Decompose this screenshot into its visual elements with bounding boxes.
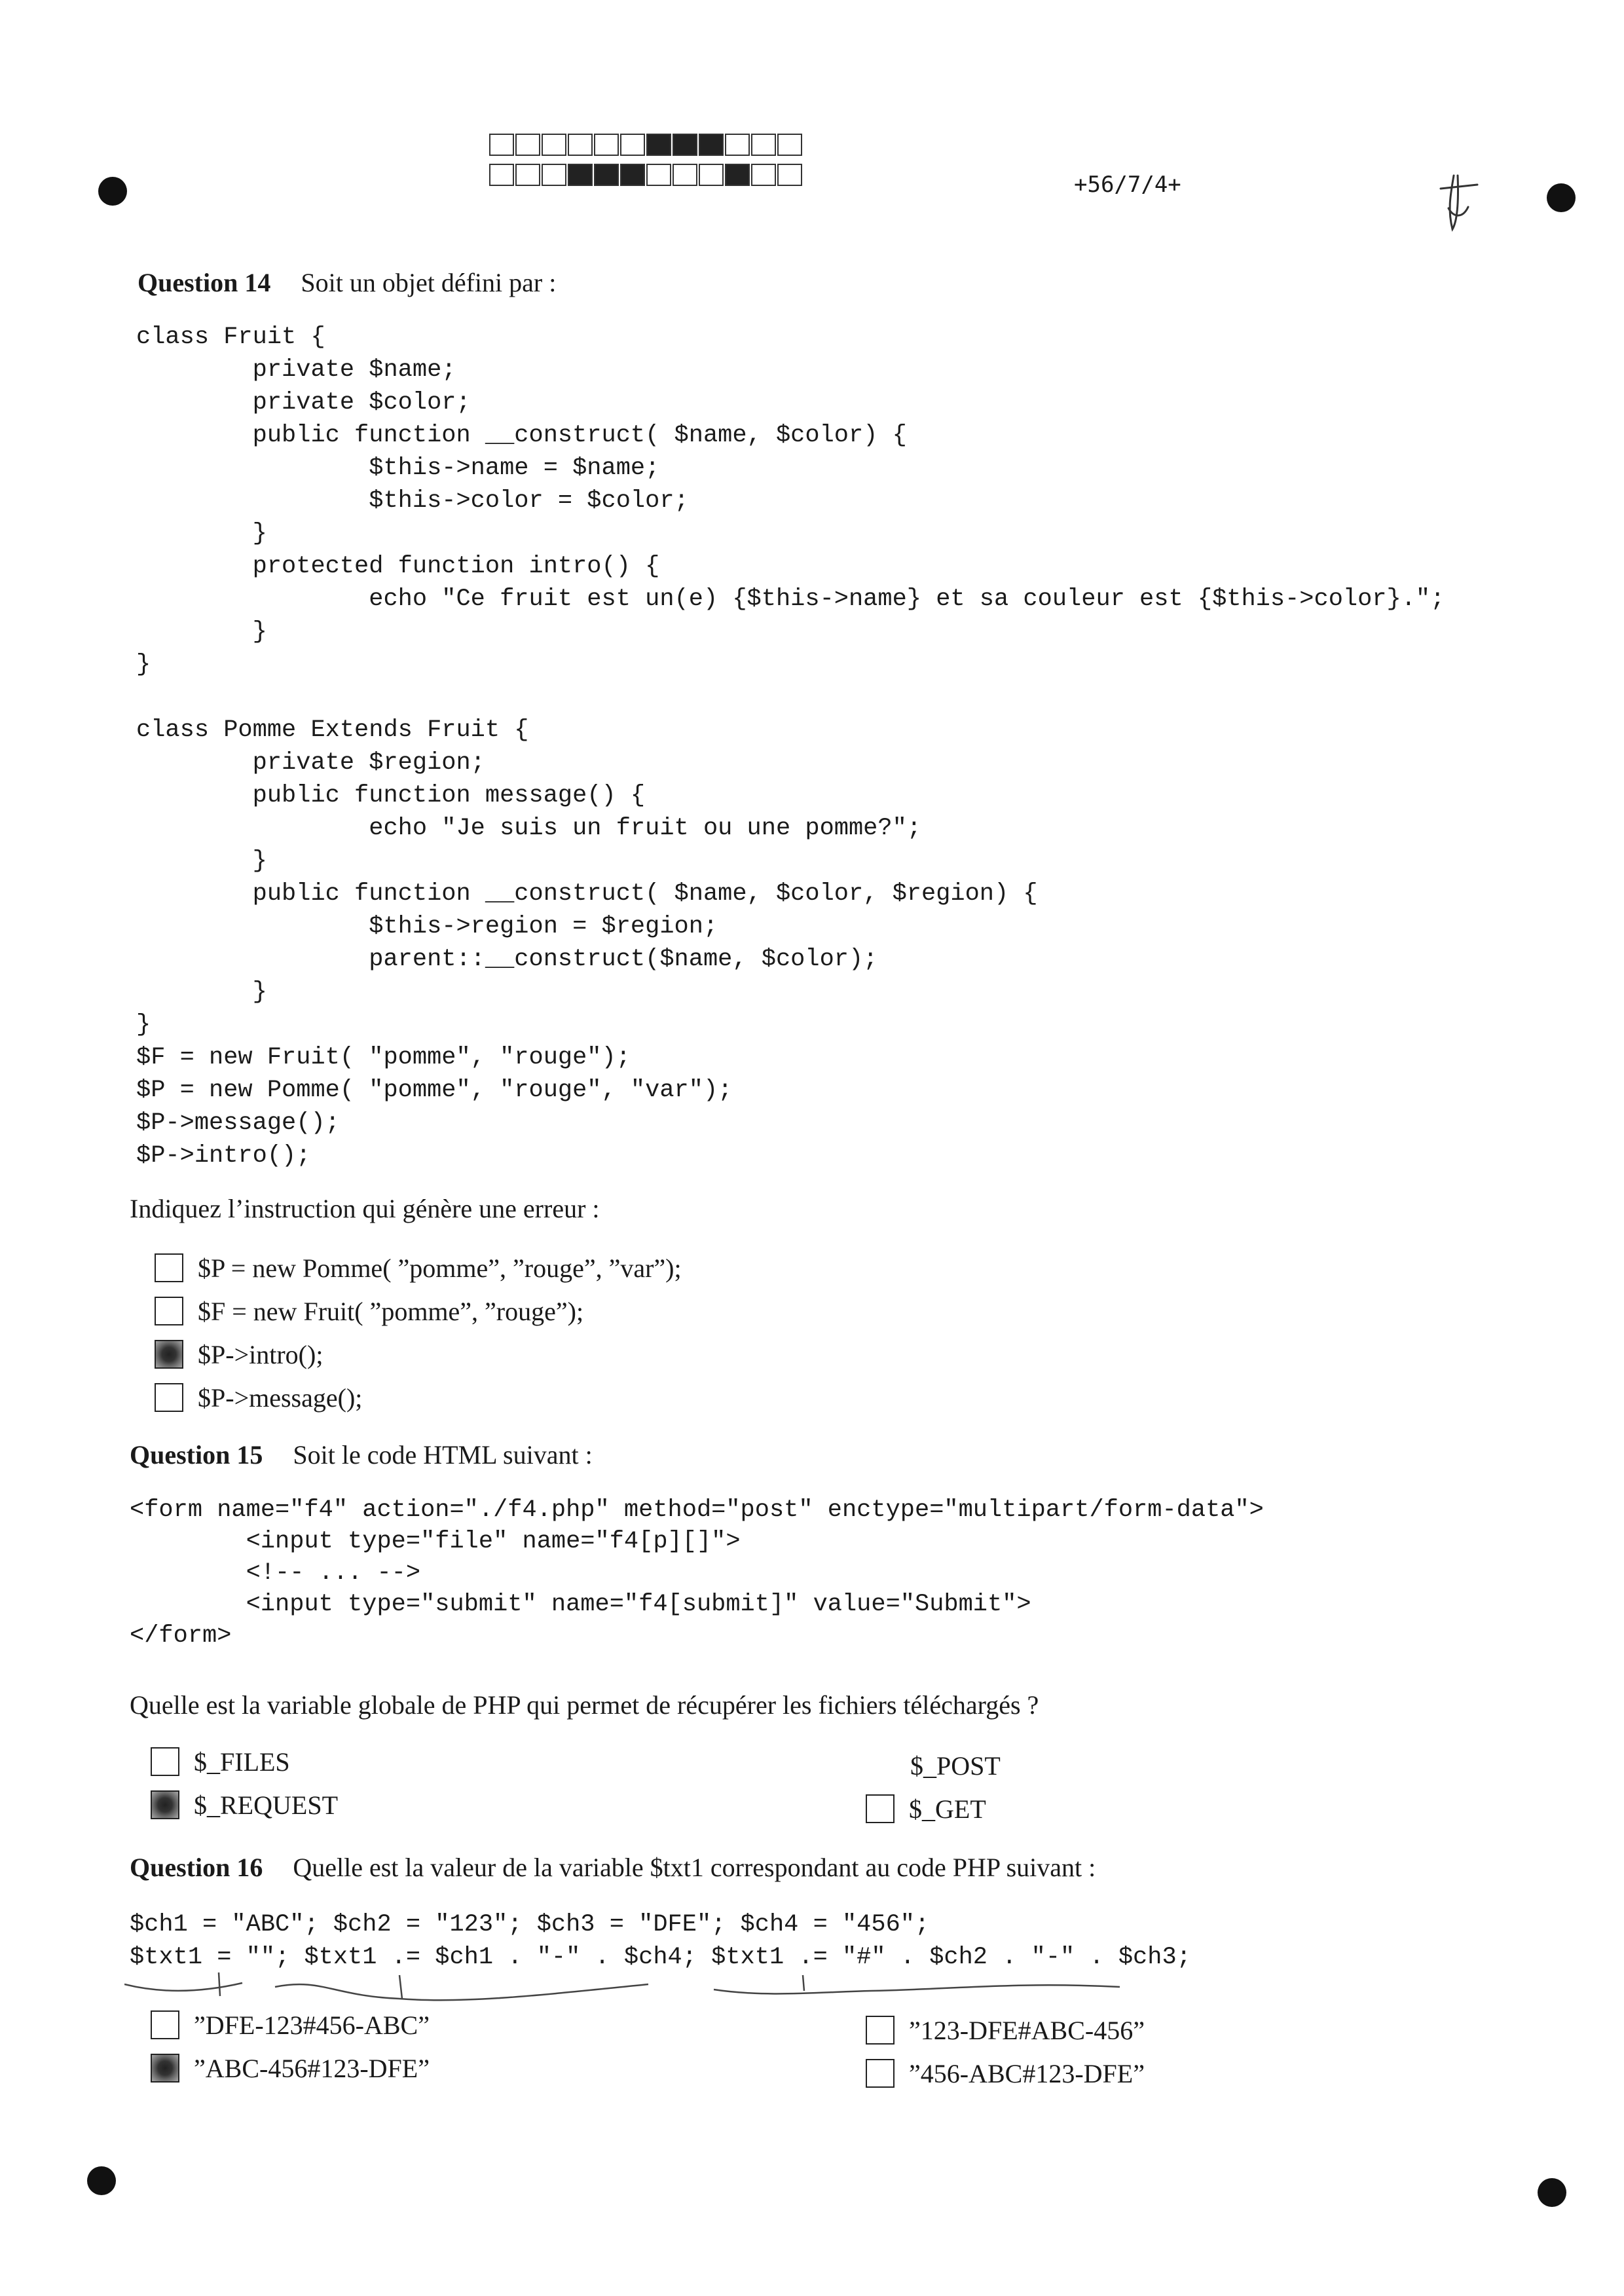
q16-option-1-checkbox[interactable]	[151, 2010, 179, 2039]
question-14-prompt: Indiquez l’instruction qui génère une erreur :	[130, 1194, 600, 1223]
barcode-cell	[515, 164, 540, 186]
q16-code-line: $ch1 = "ABC"; $ch2 = "123"; $ch3 = "DFE"; $ch4 = "456";	[130, 1911, 930, 1938]
question-16-header	[130, 1852, 1096, 1883]
q14-code-line: $this->name = $name;	[136, 454, 660, 482]
q14-option-2[interactable]	[155, 1291, 583, 1331]
q15-code-line: <form name="f4" action="./f4.php" method="post" enctype="multipart/form-data">	[130, 1496, 1264, 1524]
q14-code-line: public function message() {	[136, 782, 646, 809]
q15-code-line: <input type="file" name="f4[p][]">	[130, 1528, 741, 1555]
q14-code-line: }	[136, 978, 267, 1006]
q14-code-line: $P->intro();	[136, 1142, 311, 1170]
q16-option-4[interactable]	[866, 2054, 1145, 2093]
q14-option-1-label: $P = new Pomme( ”pomme”, ”rouge”, ”var”);	[198, 1253, 682, 1283]
barcode-cell	[594, 164, 619, 186]
question-15-prompt: Quelle est la variable globale de PHP qui permet de récupérer les fichiers téléchargés ?	[130, 1690, 1039, 1720]
question-14-header	[138, 267, 556, 298]
question-15-header	[130, 1439, 593, 1470]
question-15-code	[130, 1494, 1264, 1652]
q14-option-3-label: $P->intro();	[198, 1339, 323, 1369]
q14-code-line: }	[136, 520, 267, 547]
q14-option-4-checkbox[interactable]	[155, 1383, 183, 1412]
registration-mark-bottom-right	[1538, 2178, 1566, 2207]
barcode-cell	[646, 164, 671, 186]
barcode-cell	[777, 134, 802, 156]
q16-option-2-checkbox[interactable]	[151, 2054, 179, 2083]
q14-code-line: private $color;	[136, 389, 471, 417]
barcode-cell	[673, 164, 697, 186]
barcode-cell	[620, 134, 645, 156]
q14-code-line: class Fruit {	[136, 324, 325, 351]
barcode-cell	[542, 164, 566, 186]
q16-option-4-checkbox[interactable]	[866, 2059, 895, 2088]
registration-mark-top-right	[1547, 183, 1576, 212]
barcode-cell	[620, 164, 645, 186]
barcode-cell	[515, 134, 540, 156]
q16-option-3-checkbox[interactable]	[866, 2016, 895, 2045]
barcode-row-1	[489, 134, 803, 157]
barcode-cell	[751, 134, 776, 156]
q16-option-2-label: ”ABC-456#123-DFE”	[194, 2053, 430, 2083]
q14-code-line: $P->message();	[136, 1109, 340, 1137]
barcode-cell	[673, 134, 697, 156]
q16-option-1[interactable]	[151, 2005, 430, 2045]
q14-code-line: class Pomme Extends Fruit {	[136, 716, 529, 744]
barcode-cell	[489, 164, 514, 186]
q14-option-1[interactable]	[155, 1248, 682, 1287]
q15-option-files-checkbox[interactable]	[151, 1747, 179, 1776]
q14-code-line: echo "Ce fruit est un(e) {$this->name} et sa couleur est {$this->color}.";	[136, 585, 1445, 613]
q15-code-line: <!-- ... -->	[130, 1559, 421, 1587]
barcode-cell	[594, 134, 619, 156]
q15-option-request-label: $_REQUEST	[194, 1790, 338, 1820]
q15-option-get-label: $_GET	[909, 1794, 986, 1824]
handwritten-initials	[1434, 169, 1480, 234]
q15-option-request[interactable]	[151, 1785, 338, 1824]
q14-option-4-label: $P->message();	[198, 1382, 363, 1413]
q14-code-line: public function __construct( $name, $color, $region) {	[136, 880, 1038, 908]
q16-option-2[interactable]	[151, 2048, 430, 2088]
q14-code-line: }	[136, 651, 151, 678]
q14-option-2-label: $F = new Fruit( ”pomme”, ”rouge”);	[198, 1296, 584, 1326]
q14-code-line: $this->region = $region;	[136, 913, 718, 940]
q15-option-get[interactable]	[866, 1789, 986, 1828]
q15-option-files[interactable]	[151, 1742, 290, 1781]
barcode-cell	[542, 134, 566, 156]
q16-option-1-label: ”DFE-123#456-ABC”	[194, 2010, 430, 2040]
barcode-cell	[725, 164, 750, 186]
q15-option-request-checkbox[interactable]	[151, 1790, 179, 1819]
q14-code-line: $this->color = $color;	[136, 487, 689, 515]
question-14-title: Soit un objet défini par :	[301, 268, 557, 297]
barcode-cell	[699, 134, 724, 156]
q14-option-2-checkbox[interactable]	[155, 1297, 183, 1325]
question-14-code	[136, 321, 1445, 1172]
barcode-row-2	[489, 164, 803, 187]
q14-code-line: protected function intro() {	[136, 553, 660, 580]
q15-code-line: <input type="submit" name="f4[submit]" value="Submit">	[130, 1591, 1031, 1618]
registration-mark-bottom-left	[87, 2166, 116, 2195]
question-15-label: Question 15	[130, 1440, 263, 1470]
page-code: +56/7/4+	[1074, 172, 1181, 198]
q14-code-line: parent::__construct($name, $color);	[136, 946, 878, 973]
barcode-cell	[568, 164, 593, 186]
answer-sheet-barcode	[489, 134, 803, 194]
barcode-cell	[725, 134, 750, 156]
registration-mark-top-left	[98, 177, 127, 206]
question-16-label: Question 16	[130, 1853, 263, 1882]
q15-option-post-label: $_POST	[910, 1750, 1001, 1781]
barcode-cell	[777, 164, 802, 186]
q15-option-get-checkbox[interactable]	[866, 1794, 895, 1823]
q16-option-4-label: ”456-ABC#123-DFE”	[909, 2058, 1145, 2088]
q14-code-line: $P = new Pomme( "pomme", "rouge", "var");	[136, 1077, 733, 1104]
q14-option-3-checkbox[interactable]	[155, 1340, 183, 1369]
q14-code-line: public function __construct( $name, $color) {	[136, 422, 907, 449]
q14-code-line: }	[136, 847, 267, 875]
q16-code-line: $txt1 = ""; $txt1 .= $ch1 . "-" . $ch4; $txt1 .= "#" . $ch2 . "-" . $ch3;	[130, 1944, 1191, 1971]
q14-code-line: $F = new Fruit( "pomme", "rouge");	[136, 1044, 631, 1071]
q14-option-1-checkbox[interactable]	[155, 1253, 183, 1282]
q14-code-line: }	[136, 1011, 151, 1039]
q15-code-line: </form>	[130, 1622, 232, 1650]
q14-code-line: }	[136, 618, 267, 646]
q16-option-3-label: ”123-DFE#ABC-456”	[909, 2015, 1145, 2045]
q14-code-line: private $name;	[136, 356, 456, 384]
question-14-label: Question 14	[138, 268, 271, 297]
q15-option-files-label: $_FILES	[194, 1747, 290, 1777]
q15-option-post[interactable]	[910, 1746, 1001, 1785]
q14-option-4[interactable]	[155, 1378, 362, 1417]
barcode-cell	[751, 164, 776, 186]
question-16-title: Quelle est la valeur de la variable $txt1 correspondant au code PHP suivant :	[293, 1853, 1096, 1882]
q16-option-3[interactable]	[866, 2010, 1145, 2050]
q14-option-3[interactable]	[155, 1335, 323, 1374]
q14-code-line: private $region;	[136, 749, 485, 777]
barcode-cell	[489, 134, 514, 156]
barcode-cell	[646, 134, 671, 156]
barcode-cell	[699, 164, 724, 186]
barcode-cell	[568, 134, 593, 156]
question-15-title: Soit le code HTML suivant :	[293, 1440, 593, 1470]
q14-code-line: echo "Je suis un fruit ou une pomme?";	[136, 815, 921, 842]
